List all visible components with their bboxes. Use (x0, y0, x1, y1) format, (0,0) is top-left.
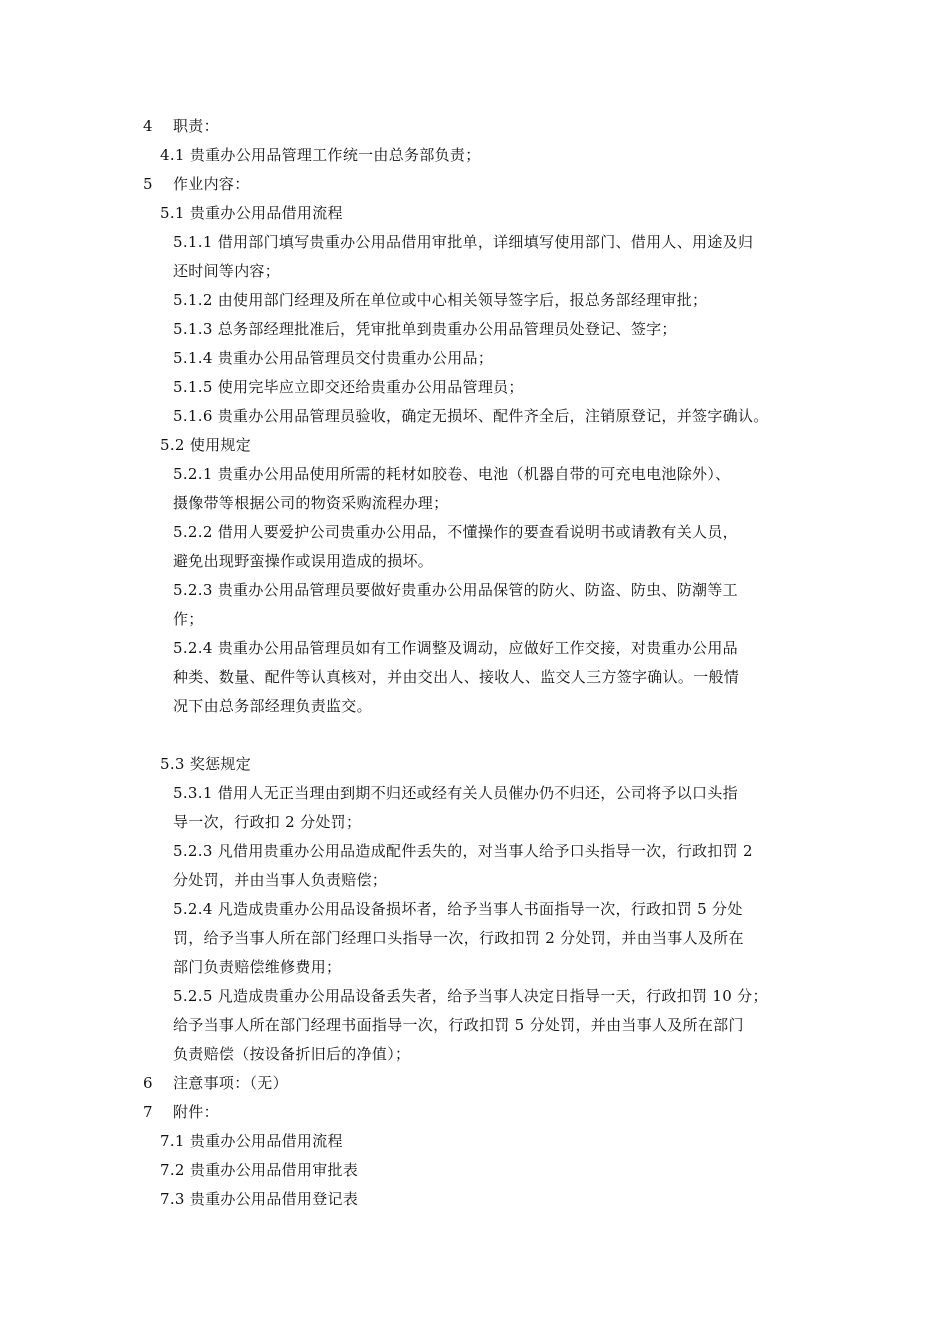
paragraph-5-2-4-line2: 种类、数量、配件等认真核对，并由交出人、接收人、监交人三方签字确认。一般情 (173, 668, 740, 686)
section-title: 注意事项：（无） (173, 1074, 288, 1092)
section-number: 4 (143, 117, 153, 135)
section-number: 6 (143, 1074, 153, 1092)
section-number: 5 (143, 175, 153, 193)
paragraph-5-1-1-line1: 5.1.1 借用部门填写贵重办公用品借用审批单，详细填写使用部门、借用人、用途及归 (173, 233, 754, 251)
subheading-5-3: 5.3 奖惩规定 (160, 755, 252, 773)
paragraph-5-1-4: 5.1.4 贵重办公用品管理员交付贵重办公用品； (173, 349, 494, 367)
paragraph-5-2-4-line1: 5.2.4 贵重办公用品管理员如有工作调整及调动，应做好工作交接，对贵重办公用品 (173, 639, 738, 657)
subheading-5-2: 5.2 使用规定 (160, 436, 252, 454)
paragraph-5-2-3-line2: 作； (173, 610, 204, 628)
paragraph-penalty-5-2-5-line3: 负责赔偿（按设备折旧后的净值）； (173, 1045, 411, 1063)
paragraph-5-1-6: 5.1.6 贵重办公用品管理员验收，确定无损坏、配件齐全后，注销原登记，并签字确认。 (173, 407, 769, 425)
paragraph-5-2-4-line3: 况下由总务部经理负责监交。 (173, 697, 372, 715)
paragraph-penalty-5-2-3-line1: 5.2.3 凡借用贵重办公用品造成配件丢失的，对当事人给予口头指导一次，行政扣罚 2 (173, 842, 753, 860)
paragraph-5-2-1-line1: 5.2.1 贵重办公用品使用所需的耗材如胶卷、电池（机器自带的可充电电池除外）、 (173, 465, 731, 483)
paragraph-5-1-1-line2: 还时间等内容； (173, 262, 281, 280)
section-number: 7 (143, 1103, 153, 1121)
paragraph-5-3-1-line1: 5.3.1 借用人无正当理由到期不归还或经有关人员催办仍不归还，公司将予以口头指 (173, 784, 738, 802)
paragraph-5-1-5: 5.1.5 使用完毕应立即交还给贵重办公用品管理员； (173, 378, 524, 396)
paragraph-penalty-5-2-3-line2: 分处罚，并由当事人负责赔偿； (173, 871, 388, 889)
paragraph-penalty-5-2-5-line1: 5.2.5 凡造成贵重办公用品设备丢失者，给予当事人决定日指导一天，行政扣罚 10 分； (173, 987, 768, 1005)
attachment-7-2: 7.2 贵重办公用品借用审批表 (160, 1161, 359, 1179)
paragraph-5-1-3: 5.1.3 总务部经理批准后，凭审批单到贵重办公用品管理员处登记、签字； (173, 320, 677, 338)
paragraph-5-2-1-line2: 摄像带等根据公司的物资采购流程办理； (173, 494, 449, 512)
paragraph-5-2-2-line1: 5.2.2 借用人要爱护公司贵重办公用品，不懂操作的要查看说明书或请教有关人员， (173, 523, 738, 541)
paragraph-penalty-5-2-4-line2: 罚，给予当事人所在部门经理口头指导一次，行政扣罚 2 分处罚，并由当事人及所在 (173, 929, 744, 947)
paragraph-4-1: 4.1 贵重办公用品管理工作统一由总务部负责； (160, 146, 481, 164)
paragraph-5-2-3-line1: 5.2.3 贵重办公用品管理员要做好贵重办公用品保管的防火、防盗、防虫、防潮等工 (173, 581, 738, 599)
paragraph-5-2-2-line2: 避免出现野蛮操作或误用造成的损坏。 (173, 552, 434, 570)
paragraph-penalty-5-2-5-line2: 给予当事人所在部门经理书面指导一次，行政扣罚 5 分处罚，并由当事人及所在部门 (173, 1016, 744, 1034)
paragraph-penalty-5-2-4-line3: 部门负责赔偿维修费用； (173, 958, 342, 976)
subheading-5-1: 5.1 贵重办公用品借用流程 (160, 204, 343, 222)
paragraph-penalty-5-2-4-line1: 5.2.4 凡造成贵重办公用品设备损坏者，给予当事人书面指导一次，行政扣罚 5 分处 (173, 900, 743, 918)
paragraph-5-3-1-line2: 导一次，行政扣 2 分处罚； (173, 813, 362, 831)
paragraph-5-1-2: 5.1.2 由使用部门经理及所在单位或中心相关领导签字后，报总务部经理审批； (173, 291, 708, 309)
attachment-7-3: 7.3 贵重办公用品借用登记表 (160, 1190, 359, 1208)
section-title: 作业内容： (173, 175, 250, 193)
attachment-7-1: 7.1 贵重办公用品借用流程 (160, 1132, 343, 1150)
section-title: 附件： (173, 1103, 219, 1121)
section-title: 职责： (173, 117, 219, 135)
